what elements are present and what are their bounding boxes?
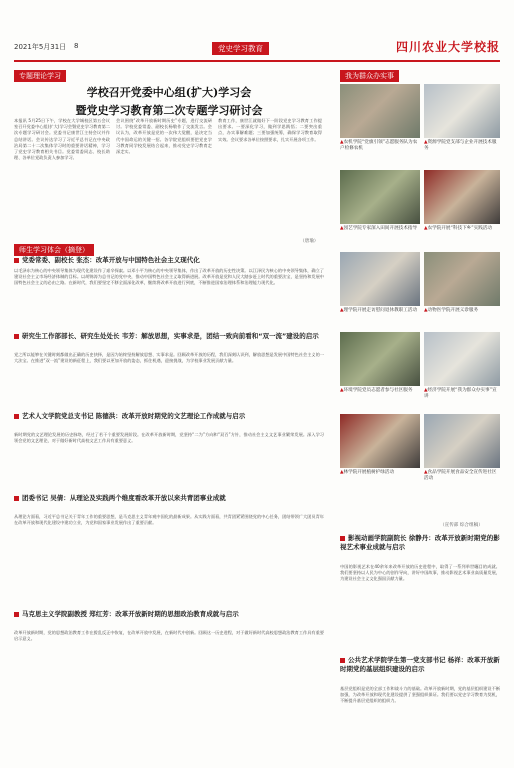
photo-caption-9: ▲林学院开展植树护绿活动 xyxy=(340,470,395,475)
article-body-4: 从理论方面看，习近平总书记关于青年工作的重要思想，是马克思主义青年观中国化的最新成果。从实践方面看，共青团紧紧围绕党的中心任务，团结带领广大团员青年在改革开放和现代化建设中建功立业，为党和国家事业发展作出了重要贡献。 xyxy=(14,514,324,526)
photo-4 xyxy=(424,170,500,224)
lead-headline xyxy=(14,84,324,118)
page-number: 8 xyxy=(74,42,79,50)
square-bullet-icon xyxy=(340,536,345,541)
article-body-3: 新时期党的文艺理论发展的历史脉络，经过了若干个重要发展阶段。在改革开放新时期，党坚持“二为”方向和“双百”方针，推动社会主义文艺事业繁荣发展。深入学习领会党的文艺理论，对于做好新时代高校文艺工作具有重要意义。 xyxy=(14,432,324,444)
photo-10 xyxy=(424,414,500,468)
section-tag-photos: 我为群众办实事 xyxy=(340,70,399,82)
article-title-5 xyxy=(14,610,324,619)
lead-article-col-3: 教育工作，康世江就做好下一阶段党史学习教育工作提出要求。一要深化学习，做到学思践悟；二要突出重点，办实事解难题；三要加强统筹，确保学习教育取得实效。会议要求各单位按照要求，扎实开展各项工作。 xyxy=(218,118,322,142)
photo-caption-5: ▲理学院开展走访慰问退休教职工活动 xyxy=(340,308,418,313)
article-title-1 xyxy=(14,256,324,265)
square-bullet-icon xyxy=(340,658,345,663)
photo-7 xyxy=(340,332,420,386)
article-body-6: 中国的影视艺术在40余年来改革开放的历史进程中，取得了一系列举世瞩目的成就。我们要坚持以人民为中心的创作导向，讲好中国故事，推动影视艺术事业高质量发展，为建设社会主义文化强国贡献力量。 xyxy=(340,564,500,582)
photo-caption-2: ▲资源学院党支部与企业开展技术服务 xyxy=(424,140,497,152)
issue-date: 2021年5月31日 xyxy=(14,43,67,51)
page-header xyxy=(14,38,500,58)
article-title-text: 党委常委、副校长 张杰：改革开放与中国特色社会主义现代化 xyxy=(22,256,200,264)
square-bullet-icon xyxy=(14,496,19,501)
article-title-text: 研究生工作部部长、研究生处处长 韦芳：解放思想，实事求是，团结一致向前看和“双一流”建设的启示 xyxy=(22,332,319,340)
article-body-1: 以毛泽东为核心的中央领导集体为现代化建设作了艰辛探索。以邓小平为核心的中央领导集体，作出了改革开放的历史性决策。以江泽民为核心的中央领导集体，确立了建设社会主义市场经济体制的目标。以胡锦涛为总书记的党中央，推动中国特色社会主义取得新进展。改革开放是党和人民大踏步赶上时代的重要法宝，是坚持和发展中国特色社会主义的必由之路。在新时代，我们要坚定不移全面深化改革，继续将改革开放进行到底，不断推进国家治理体系和治理能力现代化。 xyxy=(14,268,324,286)
photo-1 xyxy=(340,84,420,138)
header-rule xyxy=(14,60,500,62)
photo-6 xyxy=(424,252,500,306)
article-title-text: 公共艺术学院学生第一党支部书记 杨祥：改革开放新时期党的基层组织建设的启示 xyxy=(340,656,500,673)
photo-credit: （宣传部 综合组稿） xyxy=(440,523,483,528)
photo-9 xyxy=(340,414,420,468)
headline-line-2: 暨党史学习教育第二次专题学习研讨会 xyxy=(75,104,263,117)
section-banner: 党史学习教育 xyxy=(212,42,269,55)
lead-article-col-2: 会议围绕“改革开放新时期历史”专题，进行交流研讨。学校党委常委、副校长杨敬作了交流发言。会议认为，改革开放是党的一次伟大觉醒，是决定当代中国命运的关键一招。各学院党组织要把党史学习教育同学校发展结合起来，推动党史学习教育走深走实。 xyxy=(116,118,212,155)
article-title-6 xyxy=(340,534,500,552)
photo-caption-3: ▲园艺学院专家深入田间开展技术指导 xyxy=(340,226,418,231)
square-bullet-icon xyxy=(14,612,19,617)
article-title-2 xyxy=(14,332,324,341)
photo-5 xyxy=(340,252,420,306)
article-title-text: 马克思主义学院副教授 郑红芳：改革开放新时期的思想政治教育成就与启示 xyxy=(22,610,239,618)
lead-article-col-1: 本报讯 5月25日下午，学校在大学城校区第五会议室召开党委中心组(扩大)学习会暨党史学习教育第二次专题学习研讨会。党委书记康世江主持会议并作总结讲话。会议传达学习了习近平总书记在中央政治局第二十二次集体学习时的重要讲话精神，学习了党史学习教育相关书目。党委常委同志、校长助理、各单位党政负责人参加学习。 xyxy=(14,118,110,161)
article-title-4 xyxy=(14,494,324,503)
article-title-text: 影视动画学院副院长 徐静丹：改革开放新时期党的影视艺术事业成就与启示 xyxy=(340,534,500,551)
masthead-logo: 四川农业大学校报 xyxy=(395,40,500,54)
square-bullet-icon xyxy=(14,414,19,419)
section-tag-news: 专题理论学习 xyxy=(14,70,66,82)
photo-caption-7b: ▲经济学院开展“我为群众办实事”宣讲 xyxy=(424,388,497,400)
article-body-5: 改革开放新时期，党的思想政治教育工作在拨乱反正中恢复，在改革开放中发展，在新时代中创新。回顾这一历史进程，对于做好新时代高校思想政治教育工作具有重要启示意义。 xyxy=(14,630,324,642)
article-title-text: 团委书记 吴倩：从理论及实践两个维度看改革开放以来共青团事业成就 xyxy=(22,494,226,502)
article-title-text: 艺术人文学院党总支书记 陈德洪：改革开放时期党的文艺理论工作成就与启示 xyxy=(22,412,246,420)
article-title-3 xyxy=(14,412,324,421)
article-body-7: 基层党组织是党的全部工作和战斗力的基础。改革开放新时期，党的基层组织建设不断加强，为改革开放和现代化建设提供了坚强组织保证。我们要以党史学习教育为契机，不断提升基层党组织的组织力。 xyxy=(340,686,500,704)
photo-8 xyxy=(424,332,500,386)
section-tag-forum: 师生学习体会（摘登） xyxy=(14,244,94,256)
photo-caption-7: ▲环境学院党员志愿者参与社区服务 xyxy=(340,388,413,393)
photo-caption-1: ▲农机学院“党旗引领”志愿服务队为农户检修农机 xyxy=(340,140,418,152)
article-body-2: 党之所以能够在关键时刻都做出正确的历史抉择，是因为始终坚持解放思想、实事求是。回顾改革开放的历程，我们深刻认识到，解放思想是发展中国特色社会主义的一大法宝。在推进“双一流”建设的新征程上，我们要以更加开放的姿态，抓住机遇，迎接挑战，为学校事业发展贡献力量。 xyxy=(14,352,324,364)
photo-caption-4: ▲农学院开展“科技下乡”实践活动 xyxy=(424,226,493,231)
article-title-7 xyxy=(340,656,500,674)
photo-2 xyxy=(424,84,500,138)
photo-3 xyxy=(340,170,420,224)
headline-line-1: 学校召开党委中心组(扩大)学习会 xyxy=(86,86,252,99)
square-bullet-icon xyxy=(14,258,19,263)
photo-caption-6: ▲动物医学院开展义诊服务 xyxy=(424,308,479,313)
lead-credit: （唐瑜） xyxy=(300,239,319,244)
square-bullet-icon xyxy=(14,334,19,339)
photo-caption-10: ▲食品学院开展食品安全宣传进社区活动 xyxy=(424,470,497,482)
